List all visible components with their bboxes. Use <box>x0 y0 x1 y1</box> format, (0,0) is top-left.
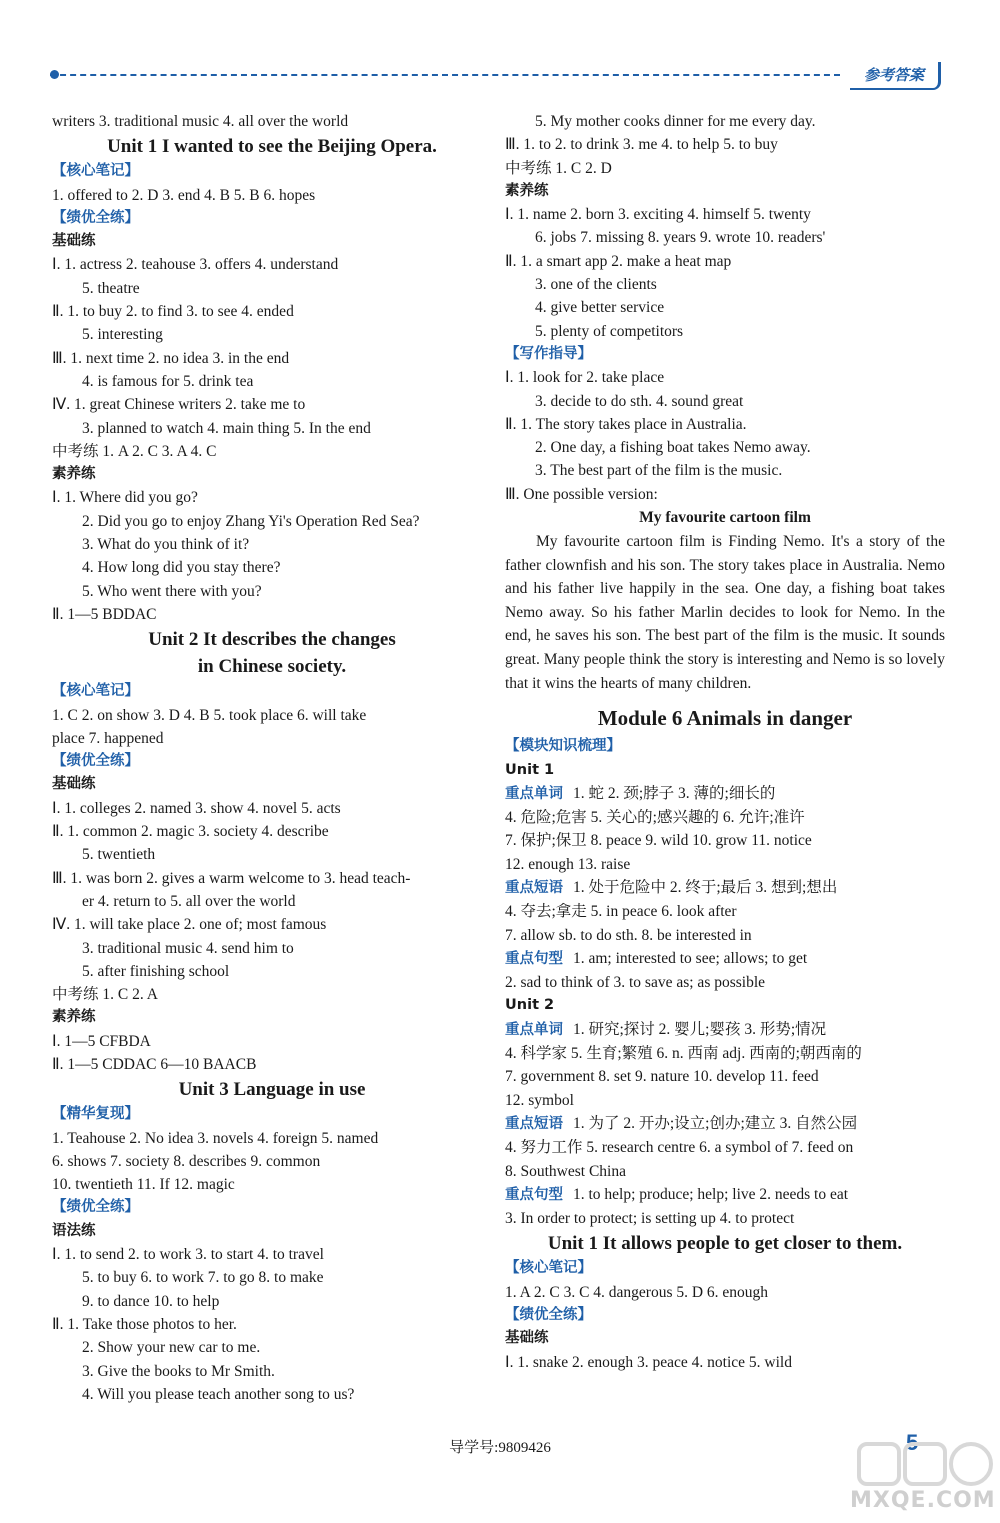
answer-line: er 4. return to 5. all over the world <box>82 892 296 910</box>
subsection-label: Unit 1 <box>505 761 555 778</box>
subsection-label: 基础练 <box>52 776 96 793</box>
answer-line: 4. How long did you stay there? <box>82 559 281 577</box>
key-row <box>505 782 945 806</box>
left-column <box>52 110 492 1406</box>
section-tag: 【绩优全练】 <box>505 1307 592 1324</box>
unit-title: Unit 1 It allows people to get closer to them. <box>547 1233 903 1255</box>
answer-line: 8. Southwest China <box>505 1162 626 1180</box>
answer-line: 5. to buy 6. to work 7. to go 8. to make <box>82 1269 324 1287</box>
key-label: 重点短语 <box>505 879 563 896</box>
answer-line: 9. to dance 10. to help <box>82 1292 220 1310</box>
key-row <box>505 1183 945 1207</box>
answer-line: 4. 夺去;拿走 5. in peace 6. look after <box>505 903 737 921</box>
answer-line: 12. symbol <box>505 1091 574 1109</box>
key-value: 1. to help; produce; help; live 2. needs to eat <box>573 1185 849 1203</box>
answer-line: 4. 危险;危害 5. 关心的;感兴趣的 6. 允许;准许 <box>505 809 805 827</box>
subsection-label: Unit 2 <box>505 997 555 1014</box>
answer-line: 7. government 8. set 9. nature 10. develop 11. feed <box>505 1068 819 1086</box>
answer-line: 中考练 1. C 2. D <box>505 159 612 177</box>
answer-line: 10. twentieth 11. If 12. magic <box>52 1176 235 1194</box>
section-tag: 【精华复现】 <box>52 1106 139 1123</box>
answer-line: 6. shows 7. society 8. describes 9. common <box>52 1152 321 1170</box>
answer-line: 4. is famous for 5. drink tea <box>82 372 254 390</box>
answer-line: place 7. happened <box>52 729 164 747</box>
key-label: 重点句型 <box>505 1186 563 1203</box>
answer-line: 4. 努力工作 5. research centre 6. a symbol of 7. feed on <box>505 1139 854 1157</box>
answer-line: Ⅰ. 1. look for 2. take place <box>505 369 665 387</box>
key-value: 1. 为了 2. 开办;设立;创办;建立 3. 自然公园 <box>573 1114 858 1132</box>
answer-line: 3. The best part of the film is the music. <box>535 462 783 480</box>
answer-line: 3. In order to protect; is setting up 4. to protect <box>505 1210 795 1228</box>
answer-line: 12. enough 13. raise <box>505 855 631 873</box>
key-value: 1. 处于危险中 2. 终于;最后 3. 想到;想出 <box>573 878 838 896</box>
answer-line: 4. 科学家 5. 生育;繁殖 6. n. 西南 adj. 西南的;朝西南的 <box>505 1045 862 1063</box>
key-row <box>505 876 945 900</box>
answer-line: Ⅲ. 1. was born 2. gives a warm welcome to 3. head teach- <box>52 869 411 887</box>
answer-line: Ⅰ. 1. snake 2. enough 3. peace 4. notice 5. wild <box>505 1353 792 1371</box>
answer-line: Ⅱ. 1. The story takes place in Australia. <box>505 415 747 433</box>
answer-line: Ⅱ. 1. Take those photos to her. <box>52 1315 237 1333</box>
answer-line: 1. A 2. C 3. C 4. dangerous 5. D 6. enough <box>505 1283 769 1301</box>
answer-line: 5. My mother cooks dinner for me every day. <box>535 113 816 130</box>
subsection-label: 语法练 <box>52 1222 96 1239</box>
answer-line: 7. allow sb. to do sth. 8. be interested in <box>505 926 752 944</box>
unit-title: in Chinese society. <box>197 656 347 678</box>
answer-line: Ⅲ. 1. next time 2. no idea 3. in the end <box>52 349 290 367</box>
answer-line: 3. one of the clients <box>535 276 657 294</box>
answer-line: 2. sad to think of 3. to save as; as possible <box>505 974 766 992</box>
section-tag: 【核心笔记】 <box>505 1260 592 1277</box>
answer-line: Ⅲ. 1. to 2. to drink 3. me 4. to help 5. to buy <box>505 136 778 154</box>
answer-line: Ⅱ. 1. common 2. magic 3. society 4. describe <box>52 823 329 841</box>
answer-line: Ⅱ. 1—5 CDDAC 6—10 BAACB <box>52 1055 257 1073</box>
answer-line: 3. planned to watch 4. main thing 5. In the end <box>82 419 371 437</box>
answer-line: 5. twentieth <box>82 846 156 864</box>
answer-line: 5. plenty of competitors <box>535 322 684 340</box>
answer-line: 1. offered to 2. D 3. end 4. B 5. B 6. hopes <box>52 186 316 204</box>
watermark-text: MXQE.COM <box>850 1488 996 1513</box>
answer-line: 4. give better service <box>535 299 665 317</box>
answer-line: Ⅰ. 1—5 CFBDA <box>52 1032 151 1050</box>
unit-title: Unit 3 Language in use <box>178 1079 366 1101</box>
section-tag: 【绩优全练】 <box>52 209 139 226</box>
key-row <box>505 1018 945 1042</box>
answer-line: Ⅱ. 1. a smart app 2. make a heat map <box>505 252 732 270</box>
answer-line: Ⅰ. 1. colleges 2. named 3. show 4. novel 5. acts <box>52 799 341 817</box>
answer-line: Ⅳ. 1. will take place 2. one of; most famous <box>52 916 327 934</box>
answer-line: 5. after finishing school <box>82 962 230 980</box>
answer-line: 1. C 2. on show 3. D 4. B 5. took place 6. will take <box>52 706 367 724</box>
key-label: 重点句型 <box>505 950 563 967</box>
answer-line: Ⅲ. One possible version: <box>505 485 658 503</box>
key-row <box>505 947 945 971</box>
essay-title: My favourite cartoon film <box>639 509 811 527</box>
key-value: 1. 研究;探讨 2. 婴儿;婴孩 3. 形势;情况 <box>573 1020 827 1038</box>
answer-line: 3. decide to do sth. 4. sound great <box>535 392 744 410</box>
answer-line: 7. 保护;保卫 8. peace 9. wild 10. grow 11. notice <box>505 832 812 850</box>
subsection-label: 素养练 <box>52 1009 96 1026</box>
key-value: 1. am; interested to see; allows; to get <box>573 949 808 967</box>
answer-line: 3. traditional music 4. send him to <box>82 939 294 957</box>
subsection-label: 素养练 <box>505 182 549 199</box>
section-tag: 【模块知识梳理】 <box>505 738 621 755</box>
answer-line: writers 3. traditional music 4. all over the world <box>52 113 349 130</box>
answer-line: Ⅰ. 1. actress 2. teahouse 3. offers 4. understand <box>52 256 339 274</box>
answer-line: Ⅰ. 1. Where did you go? <box>52 489 198 507</box>
answer-line: 3. What do you think of it? <box>82 536 250 554</box>
section-tag: 【绩优全练】 <box>52 753 139 770</box>
key-label: 重点短语 <box>505 1115 563 1132</box>
answer-line: 3. Give the books to Mr Smith. <box>82 1362 275 1380</box>
answer-line: 中考练 1. C 2. A <box>52 986 158 1004</box>
answer-line: 1. Teahouse 2. No idea 3. novels 4. foreign 5. named <box>52 1129 379 1147</box>
answer-line: Ⅳ. 1. great Chinese writers 2. take me to <box>52 396 306 414</box>
answer-line: 6. jobs 7. missing 8. years 9. wrote 10. readers' <box>535 229 826 247</box>
subsection-label: 基础练 <box>505 1330 549 1347</box>
unit-title: Unit 1 I wanted to see the Beijing Opera. <box>107 136 437 158</box>
answer-line: 5. Who went there with you? <box>82 582 262 600</box>
answer-line: 4. Will you please teach another song to us? <box>82 1385 355 1403</box>
key-label: 重点单词 <box>505 785 563 802</box>
essay-paragraph: My favourite cartoon film is Finding Nemo. It's a story of the father clownfish and his son. The story takes place in Australia. Nemo and his father live happily in the sea. One day, a fishing boat takes Nemo away. So his father Marlin decides to look for Nemo. In the end, he saves his son. The best part of the film is the music. It sounds great. Many people think the story is interesting and Nemo is so lovely that it wins the hearts of many children. <box>505 533 945 692</box>
subsection-label: 基础练 <box>52 233 96 250</box>
answer-line: 2. Show your new car to me. <box>82 1339 261 1357</box>
answer-line: Ⅰ. 1. name 2. born 3. exciting 4. himself 5. twenty <box>505 206 811 224</box>
key-value: 1. 蛇 2. 颈;脖子 3. 薄的;细长的 <box>573 784 776 802</box>
answer-line: 5. theatre <box>82 279 140 297</box>
unit-title: Unit 2 It describes the changes <box>148 629 396 651</box>
header-answer-tag: 参考答案 <box>850 62 941 90</box>
answer-line: 5. interesting <box>82 326 163 344</box>
section-tag: 【绩优全练】 <box>52 1199 139 1216</box>
key-label: 重点单词 <box>505 1021 563 1038</box>
section-tag: 【写作指导】 <box>505 345 592 362</box>
section-tag: 【核心笔记】 <box>52 163 139 180</box>
answer-line: 中考练 1. A 2. C 3. A 4. C <box>52 442 217 460</box>
module-title: Module 6 Animals in danger <box>597 706 853 731</box>
right-column <box>505 110 945 1374</box>
answer-line: Ⅱ. 1—5 BDDAC <box>52 605 157 623</box>
subsection-label: 素养练 <box>52 466 96 483</box>
footer-code: 导学号:9809426 <box>449 1440 551 1456</box>
answer-line: Ⅱ. 1. to buy 2. to find 3. to see 4. ended <box>52 303 294 321</box>
header-dashed-rule <box>50 74 840 76</box>
section-tag: 【核心笔记】 <box>52 683 139 700</box>
answer-line: 2. Did you go to enjoy Zhang Yi's Operation Red Sea? <box>82 512 420 530</box>
answer-line: Ⅰ. 1. to send 2. to work 3. to start 4. to travel <box>52 1246 324 1264</box>
key-row <box>505 1112 945 1136</box>
page-number: 5 <box>906 1430 919 1455</box>
answer-line: 2. One day, a fishing boat takes Nemo away. <box>535 439 811 457</box>
